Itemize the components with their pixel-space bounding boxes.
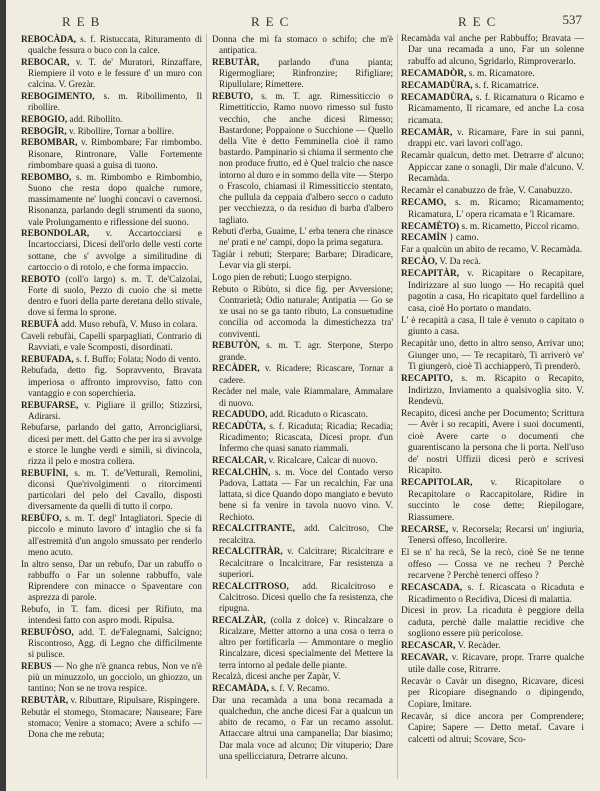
dictionary-entry	[401, 245, 584, 256]
dictionary-entry	[212, 546, 393, 580]
dictionary-entry	[21, 114, 202, 125]
entry-headword: RECAMÀR,	[401, 127, 453, 138]
dictionary-entry	[212, 523, 393, 545]
entry-text: s. f. Ristuccata, Rituramento di qualche fessura o buco con la calce.	[28, 34, 202, 56]
entry-text: v. Ricapitare o Recapitare, Indirizzare al suo luogo — Ho recapità quel pagotin a casa, Ho ricapitato quel fardellino a casa, cioè Ho portato o mandato.	[408, 269, 584, 314]
column-1	[21, 34, 202, 741]
entry-text: V. Recàder.	[455, 641, 501, 652]
entry-text: s. f. Ricamatura o Ricamo e Ricamamento, Il ricamare, ed anche La cosa ricamata.	[408, 92, 584, 126]
entry-headword: REBONDOLAR,	[21, 228, 90, 239]
entry-text: (colla z dolce) v. Rincalzare o Ricalzare, Metter attorno a una cosa o terra o altro per fortificarla — Ammontare o meglio Rincalzare, dicesi specialmente del Mettere la terra intorno al pedale delle piante.	[219, 614, 393, 670]
entry-headword: RECAMÀDA,	[212, 682, 269, 693]
entry-headword: RECAMADÙRA,	[401, 92, 473, 103]
entry-headword: REBUFARSE,	[21, 399, 79, 410]
dictionary-entry	[401, 186, 584, 197]
entry-headword: REBOCAR,	[21, 56, 70, 67]
entry-text: Donna che mi fa stomaco o schifo; che m'è antipatica.	[212, 34, 393, 56]
entry-text: s. m. Ricametto, Piccol ricamo.	[459, 221, 580, 232]
entry-text: v. Ribollire, Tornar a bollire.	[66, 125, 174, 136]
dictionary-entry	[21, 137, 202, 171]
entry-text: s. f. Ricamatrice.	[472, 80, 539, 91]
entry-headword: RECADUDO,	[212, 409, 268, 420]
entry-text: Recamàda val anche per Rabbuffo; Bravata — Dar una recamada a uno, Far un solenne rabuffo ad alcuno, Sgridarlo, Rimproverarlo.	[401, 34, 584, 67]
dictionary-entry	[212, 581, 393, 615]
entry-text: add. Ricaduto o Ricascato.	[267, 409, 368, 420]
entry-text: — No ghe n'è gnanca rebus, Non ve n'è più un minuzzolo, un gocciolo, un ghiozzo, un tantino; Non se ne trova respice.	[28, 661, 202, 694]
entry-headword: REBOMBO,	[21, 171, 72, 182]
entry-text: v. Ricavare, propr. Trarre qualche utile dalle cose, Ritrarre.	[408, 653, 584, 675]
dictionary-entry	[212, 467, 393, 523]
dictionary-entry	[212, 409, 393, 420]
dictionary-entry	[21, 468, 202, 513]
entry-text: s. m. T. agr. Sterpone, Sterpo grande.	[219, 340, 393, 362]
dictionary-entry	[21, 365, 202, 399]
entry-text: Rebufada, detto fig. Sopravvento, Bravata imperiosa o affronto improvviso, fatto con vantaggio e con soperchieria.	[21, 365, 202, 398]
dictionary-entry	[401, 128, 584, 151]
running-head-middle: REC	[251, 14, 295, 29]
entry-text: add. Ribollito.	[67, 114, 123, 125]
entry-text: parlando d'una pianta; Rigermogliare; Rinfronzire; Rifigliare; Ripullulare; Rimettere.	[219, 56, 393, 90]
entry-text: Far a qualcùn un abito de recamo, V. Recamàda.	[401, 245, 583, 256]
entry-text: v. Pigliare il grillo; Stizzirsi, Adirarsi.	[28, 399, 202, 421]
dictionary-entry	[401, 339, 584, 373]
dictionary-entry	[401, 198, 584, 221]
entry-headword: RECALCITRÀR,	[212, 546, 283, 557]
dictionary-entry	[401, 257, 584, 268]
dictionary-entry	[212, 455, 393, 466]
entry-text: v. Calcitrare; Ricalcitrare e Recalcitrare o Incalcitrare, Far resistenza a superiori.	[219, 546, 393, 579]
entry-headword: REBUFÀ	[21, 318, 59, 329]
dictionary-entry	[212, 34, 393, 56]
dictionary-entry	[401, 269, 584, 315]
dictionary-entry	[21, 228, 202, 273]
column-rule	[206, 34, 207, 779]
dictionary-entry	[212, 363, 393, 385]
entry-text: v. Ricadere; Ricascare, Tornar a cadere.	[219, 363, 393, 385]
entry-headword: RECALCITROSO,	[212, 580, 289, 591]
entry-headword: REBOGIMENTO,	[21, 91, 95, 102]
entry-text: add. Muso rebufà, V. Muso in colara.	[58, 318, 198, 329]
page-binding-edge	[0, 0, 6, 791]
dictionary-entry	[401, 548, 584, 582]
entry-text: s. m. Rimbombo e Rimbombio, Suono che resta dopo qualche rumore, massimamente ne' luoghi concavi o cavernosi. Risonanza, parlando degli strumenti da suono, vale Prolungamento e riflessione del suono.	[28, 171, 202, 227]
dictionary-entry	[401, 81, 584, 92]
entry-text: L' è recapità a casa, Il tale è venuto o capitato o giunto a casa.	[401, 315, 584, 338]
entry-text: s. f. Buffo; Folata; Nodo di vento.	[73, 353, 201, 364]
entry-text: add. Ricalcitroso e Calcitroso. Dicesi quello che fa resistenza, che ripugna.	[219, 580, 393, 613]
entry-headword: RECALCAR,	[212, 455, 267, 466]
dictionary-entry	[401, 583, 584, 606]
dictionary-entry	[21, 91, 202, 113]
dictionary-entry	[401, 222, 584, 233]
entry-text: s. m. Ribollimento, Il ribollire.	[28, 91, 202, 113]
dictionary-entry	[21, 400, 202, 422]
dictionary-entry	[212, 91, 393, 226]
entry-headword: REBOTO	[21, 273, 61, 284]
entry-text: Recapitàr uno, detto in altro senso, Arrivar uno; Giunger uno, — Te recapitarò, Ti arriverò ve' Ti giungerò, cioè Ti acchiapperò, Ti prenderò.	[401, 339, 584, 373]
entry-headword: REBOGÌR,	[21, 125, 67, 136]
entry-headword: RECÀO,	[401, 257, 438, 268]
dictionary-entry	[21, 172, 202, 228]
entry-text: v. T. de' Muratori, Rinzaffare, Riempiere il voto e le fessure d' un muro con calcina. V. Grezàr.	[28, 56, 202, 90]
entry-headword: REBÙFO,	[21, 513, 62, 524]
dictionary-entry	[401, 525, 584, 548]
entry-text: v. Ricamare, Fare in sui panni, drappi etc. vari lavori coll'ago.	[408, 127, 584, 150]
dictionary-entry	[21, 57, 202, 91]
dictionary-entry	[401, 93, 584, 127]
dictionary-entry	[212, 226, 393, 248]
dictionary-entry	[401, 409, 584, 478]
entry-headword: REBUTO,	[212, 91, 253, 102]
dictionary-entry	[212, 386, 393, 408]
dictionary-entry	[401, 641, 584, 652]
entry-headword: REBUS	[21, 661, 52, 672]
entry-text: s. f. Ricascata o Ricaduta e Ricadimento o Recidiva, Dicesi di malattia.	[408, 583, 584, 605]
entry-text: El se n' ha recà, Se la recò, cioè Se ne tenne offeso — Cossa ve ne recheu ? Perchè recarvene ? Perchè tenerci offeso ?	[401, 548, 584, 582]
entry-text: } camo.	[446, 233, 479, 244]
entry-headword: REBUTÒN,	[212, 340, 260, 351]
dictionary-entry	[212, 340, 393, 362]
entry-text: Rebutàr el stomego, Stomacare; Nauseare; Fare stomaco; Venire a stomaco; Avere a schifo — Dona che me rebuta;	[21, 706, 202, 740]
entry-headword: RECALCHÌN,	[212, 466, 271, 477]
dictionary-entry	[21, 513, 202, 558]
entry-text: s. m. T. agr. Rimessiticcio o Rimettiticcio, Ramo nuovo rimesso sul fusto vecchio, che anche dicesi Rimesso; Bastardone; Poppaione o Succhione — Quello della Vite è detto Femminella cioè il ramo bastardo. Pampinario si chiama il sermento che non produce frutto, ed è Quel tralcio che nasce intorno al duro e in sommo della vite — Sterpo o Frascolo, chiamasi il Rimessiticcio stentato, che pullula da ceppaia d'albero secco o caduto per vecchiezza, o da residuo di barba d'albero tagliato.	[219, 91, 393, 225]
dictionary-entry	[401, 316, 584, 339]
running-head-right: REC	[458, 14, 502, 29]
dictionary-entry	[212, 272, 393, 283]
column-2	[212, 34, 393, 763]
entry-headword: RECALZÀR,	[212, 614, 266, 625]
entry-text: Rebufo, in T. fam. dicesi per Rifiuto, ma intendesi fatto con aspro modi. Ripulsa.	[21, 603, 202, 626]
dictionary-entry	[401, 606, 584, 640]
dictionary-entry	[21, 126, 202, 137]
dictionary-entry	[212, 683, 393, 694]
entry-headword: REBUFÒSO,	[21, 626, 74, 637]
running-head-left: REB	[62, 14, 106, 29]
entry-headword: RECÀDER,	[212, 363, 260, 374]
column-rule	[397, 34, 398, 779]
dictionary-entry	[401, 69, 584, 80]
entry-text: s. m. T. degl' Intagliatori. Specie di piccolo e minuto lavoro d' intaglio che si fa all'estremità d'un angolo smussato per renderlo meno acuto.	[28, 513, 202, 557]
dictionary-entry	[401, 677, 584, 711]
entry-headword: REBOCÀDA,	[21, 34, 76, 44]
dictionary-entry	[21, 354, 202, 365]
dictionary-entry	[21, 319, 202, 330]
entry-text: s. m. Ricamo; Ricamamento; Ricamatura, L' opera ricamata e 'l Ricamare.	[408, 198, 584, 220]
dictionary-entry	[401, 151, 584, 185]
dictionary-entry	[401, 478, 584, 524]
dictionary-entry	[401, 712, 584, 746]
entry-text: v. Ricapitolare o Recapitolare o Raccapitolare, Ridire in succinto le cose dette; Riepilogare, Riassumere.	[408, 478, 584, 523]
entry-text: Recavàr o Cavàr un disegno, Ricavare, dicesi per Ricopiare disegnando o dipingendo, Copiare, Imitare.	[401, 676, 584, 710]
entry-text: Rebufarse, parlando del gatto, Arroncigliarsi, dicesi per mett. del Gatto che per ira si avvolge e storce le lunghe verdi e simili, si divincola, rizza il pelo e mostra collera.	[21, 422, 202, 467]
entry-text: s. f. Ricaduta; Ricadia; Recadia; Ricadimento; Ricascata, Dicesi propr. d'un Infermo che quasi sanato riammali.	[219, 420, 393, 454]
entry-text: Recavàr, si dice ancora per Comprendere; Capire; Sapere — Detto metaf. Cavare i calcetti od altrui; Scovare, Sco-	[401, 711, 584, 745]
dictionary-entry	[401, 233, 584, 244]
entry-headword: REBOMBAR,	[21, 137, 78, 148]
dictionary-entry	[21, 707, 202, 741]
entry-headword: RECAMADÒR,	[401, 68, 467, 79]
entry-text: Logo pien de rebuti; Luogo sterpigno.	[212, 272, 352, 283]
entry-headword: RECAPITOLAR,	[401, 478, 473, 489]
entry-text: s. m. Voce del Contado verso Padova, Lattata — Far un recalchin, Far una lattata, si dice Quando dopo mangiato e bevuto bene si fa venire in tavola nuovo vino. V. Rechioto.	[219, 466, 393, 522]
entry-headword: REBUFÌNI,	[21, 467, 69, 478]
entry-text: Recapito, dicesi anche per Documento; Scrittura — Avèr i so recapiti, Avere i suoi documenti, cioè Avere carte o documenti che guarentiscano la persona che li porta. Nell'uso de' nostri Uffizii dicesi però e scrivesi Ricapito.	[401, 409, 584, 477]
entry-text: (coll'o largo) s. m. T. de'Calzolai, Forte di suolo, Pezzo di cuoio che si mette dentro e fuori della parte deretana dello stivale, dove si ferma lo sprone.	[28, 273, 202, 318]
dictionary-entry	[212, 249, 393, 271]
entry-text: Caveli rebufài, Capelli sparpagliati, Contrario di Ravviati, e vale Scomposti, disordinati.	[21, 330, 202, 352]
entry-text: In altro senso, Dar un rebufo, Dar un rabuffo o rabbuffo o Far un solenne rabbuffo, vale Riprendere con minacce o Spaventare con asprezza di parole.	[21, 558, 202, 603]
entry-text: v. Rimbombare; Far rimbombo. Risonare, Rintronare, Valle Fortemente rimbombare quasi a guisa di tuono.	[28, 137, 202, 170]
entry-text: Recamàr el canabuzzo de fràe, V. Canabuzzo.	[401, 186, 573, 197]
entry-text: s. m. Ricamatore.	[466, 68, 535, 79]
dictionary-entry	[212, 57, 393, 91]
dictionary-entry	[401, 653, 584, 676]
entry-text: Rebuti d'erba, Guaime, L' erba tenera che rinasce ne' prati e ne' campi, dopo la prima segatura.	[212, 226, 393, 248]
entry-text: Rebuto o Ribùto, si dice fig. per Avversione; Contrarietà; Odio naturale; Antipatia — Go se xe usai no se ga tanto ributo, La consuetudine concilia od accomoda la dimestichezza tra' conviventi.	[212, 283, 393, 339]
entry-text: s. m. Ricapito o Recapito, Indirizzo, Inviamento a qualsivoglia sito. V. Rendevù.	[408, 374, 584, 408]
entry-headword: REBUTÀR,	[21, 695, 69, 706]
dictionary-entry	[21, 695, 202, 706]
entry-headword: REBOGIO,	[21, 114, 68, 125]
dictionary-entry	[21, 274, 202, 319]
entry-text: v. Accartocciarsi e Incartocciarsi, Dicesi dell'orlo delle vesti corte sottane, che s' avvolge a similitudine di cartoccio o di rotolo, e che forma impaccio.	[28, 228, 202, 272]
dictionary-entry	[212, 695, 393, 762]
entry-text: Recamàr qualcun, detto met. Detrarre d' alcuno; Appiccar zane o sonagli, Dir male d'alcuno. V. Recamàda.	[401, 151, 584, 185]
entry-text: s. f. V. Recamo.	[268, 682, 330, 693]
entry-headword: RECASCAR,	[401, 641, 456, 652]
entry-text: add. Calcitroso, Che recalcitra.	[219, 523, 393, 545]
entry-headword: REBUFADA,	[21, 353, 74, 364]
entry-text: Dicesi in prov. La ricaduta è peggiore della caduta, perchè dalle malattie recidive che sogliono essere più pericolose.	[401, 606, 584, 640]
page-number: 537	[562, 12, 582, 27]
entry-text: Recàder nel male, vale Riammalare, Ammalare di nuovo.	[212, 386, 393, 408]
entry-headword: RECADÙTA,	[212, 420, 266, 431]
entry-headword: RECAMADÙRA,	[401, 80, 473, 91]
dictionary-entry	[212, 284, 393, 340]
entry-headword: RECAPITÀR,	[401, 269, 460, 280]
entry-headword: RECAMÈTO)	[401, 221, 460, 232]
dictionary-entry	[21, 34, 202, 56]
entry-headword: RECALCITRANTE,	[212, 523, 295, 534]
dictionary-entry	[212, 421, 393, 455]
entry-headword: RECAPITO,	[401, 374, 453, 385]
entry-text: v. Ributtare, Ripulsare, Rispingere.	[68, 695, 200, 706]
entry-text: v. Recorsela; Recarsi un' ingiuria, Tenersi offeso, Incollerire.	[408, 524, 584, 547]
dictionary-entry	[212, 615, 393, 671]
entry-text: Recalzà, dicesi anche per Zapàr, V.	[212, 671, 341, 682]
column-3	[401, 34, 584, 747]
entry-text: V. Da recà.	[437, 257, 481, 268]
entry-headword: RECASCADA,	[401, 583, 463, 594]
dictionary-entry	[21, 559, 202, 604]
dictionary-entry	[21, 331, 202, 353]
dictionary-entry	[21, 422, 202, 467]
dictionary-entry	[401, 374, 584, 408]
dictionary-entry	[21, 627, 202, 661]
dictionary-entry	[401, 34, 584, 68]
entry-text: s. m. T. de'Vetturali, Remolini, diconsi Que'rivolgimenti o ritorcimenti particolari del pelo del Cavallo, disposti diversamente da quelli di tutto il corpo.	[28, 467, 202, 512]
entry-text: v. Ricalcare, Calcar di nuovo.	[266, 455, 378, 466]
entry-headword: REBUTÀR,	[212, 56, 260, 67]
dictionary-entry	[212, 671, 393, 682]
entry-headword: RECARSE,	[401, 524, 449, 535]
entry-headword: RECAMO,	[401, 198, 447, 209]
dictionary-entry	[21, 604, 202, 626]
entry-text: add. T. de'Falegnami, Salcigno; Riscontroso, Agg. di Legno che difficilmente si pulisce.	[28, 626, 202, 660]
entry-text: Dar una recamàda a una bona recamada a qualchedun, che anche dicesi Far a qualcun un abito de recamo, o Far un recamo assolut. Attaccare altrui una campanella; Dar biasimo; Dar mala voce ad alcuno; Dir vituperio; Dare una spellicciatura, Detrarre alcuno.	[212, 694, 393, 761]
entry-text: Tagiàr i rebuti; Sterpare; Barbare; Diradicare, Levar via gli sterpi.	[212, 249, 393, 271]
dictionary-entry	[21, 661, 202, 695]
entry-headword: RECAVAR,	[401, 653, 448, 664]
entry-headword: RECAMÌN	[401, 233, 447, 244]
